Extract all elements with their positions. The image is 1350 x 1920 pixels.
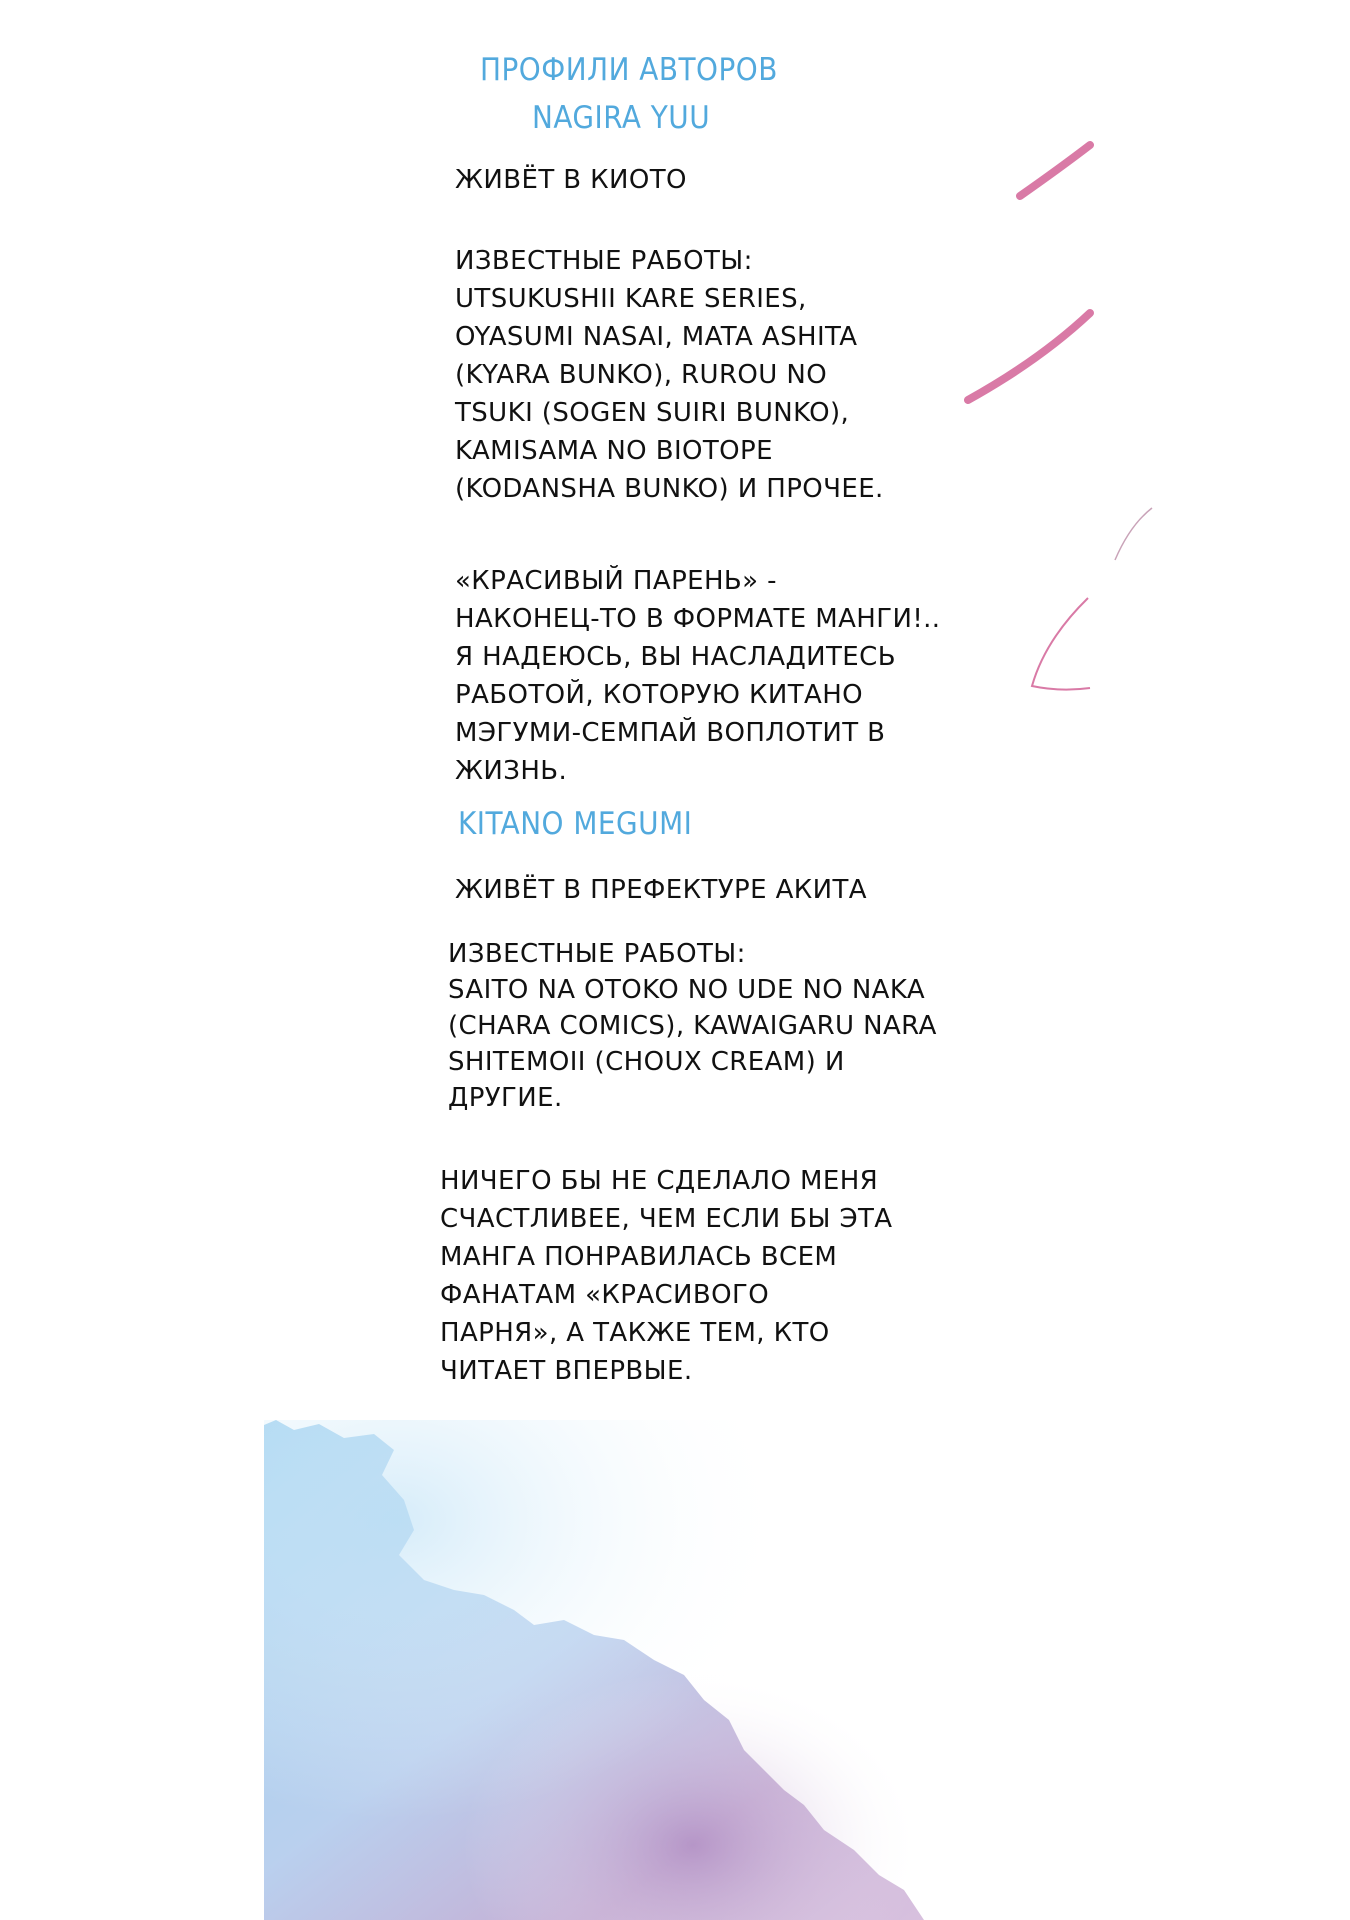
nagira-works-line: (KYARA BUNKO), RUROU NO	[455, 360, 828, 390]
nagira-works-line: ИЗВЕСТНЫЕ РАБОТЫ:	[455, 246, 753, 276]
kitano-message-line: НИЧЕГО БЫ НЕ СДЕЛАЛО МЕНЯ	[440, 1166, 879, 1196]
pink-stroke-top	[1020, 145, 1090, 196]
nagira-works-line: (KODANSHA BUNKO) И ПРОЧЕЕ.	[455, 474, 884, 504]
pink-stroke-curve	[1032, 598, 1090, 690]
kitano-message	[440, 1162, 892, 1390]
nagira-message-line: Я НАДЕЮСЬ, ВЫ НАСЛАДИТЕСЬ	[455, 642, 896, 672]
kitano-message-line: ЧИТАЕТ ВПЕРВЫЕ.	[440, 1356, 693, 1386]
author-name-kitano: KITANO MEGUMI	[458, 806, 693, 842]
kitano-message-line: ПАРНЯ», А ТАКЖЕ ТЕМ, КТО	[440, 1318, 830, 1348]
nagira-message	[455, 562, 940, 790]
nagira-works-line: KAMISAMA NO BIOTOPE	[455, 436, 773, 466]
author-name-nagira: NAGIRA YUU	[532, 100, 711, 136]
profiles-heading: ПРОФИЛИ АВТОРОВ	[480, 52, 778, 88]
kitano-message-line: СЧАСТЛИВЕЕ, ЧЕМ ЕСЛИ БЫ ЭТА	[440, 1204, 893, 1234]
pink-stroke-middle	[968, 313, 1090, 400]
watercolor-splash	[264, 1420, 924, 1920]
kitano-message-line: МАНГА ПОНРАВИЛАСЬ ВСЕМ	[440, 1242, 838, 1272]
pink-stroke-thin	[1115, 508, 1152, 560]
nagira-message-line: «КРАСИВЫЙ ПАРЕНЬ» -	[455, 566, 777, 596]
kitano-works-line: ДРУГИЕ.	[448, 1083, 563, 1113]
kitano-residence: ЖИВЁТ В ПРЕФЕКТУРЕ АКИТА	[455, 875, 867, 905]
kitano-works-line: (CHARA COMICS), KAWAIGARU NARA	[448, 1011, 937, 1041]
kitano-works-line: ИЗВЕСТНЫЕ РАБОТЫ:	[448, 939, 746, 969]
nagira-works-line: UTSUKUSHII KARE SERIES,	[455, 284, 807, 314]
kitano-works-line: SAITO NA OTOKO NO UDE NO NAKA	[448, 975, 926, 1005]
nagira-message-line: НАКОНЕЦ-ТО В ФОРМАТЕ МАНГИ!..	[455, 604, 941, 634]
nagira-message-line: РАБОТОЙ, КОТОРУЮ КИТАНО	[455, 680, 864, 710]
nagira-message-line: ЖИЗНЬ.	[455, 756, 568, 786]
nagira-works-line: OYASUMI NASAI, MATA ASHITA	[455, 322, 858, 352]
nagira-works-line: TSUKI (SOGEN SUIRI BUNKO),	[455, 398, 850, 428]
kitano-message-line: ФАНАТАМ «КРАСИВОГО	[440, 1280, 770, 1310]
nagira-message-line: МЭГУМИ-СЕМПАЙ ВОПЛОТИТ В	[455, 718, 886, 748]
nagira-works	[455, 242, 884, 508]
kitano-works-line: SHITEMOII (CHOUX CREAM) И	[448, 1047, 845, 1077]
kitano-works	[448, 936, 937, 1116]
nagira-residence: ЖИВЁТ В КИОТО	[455, 165, 687, 195]
